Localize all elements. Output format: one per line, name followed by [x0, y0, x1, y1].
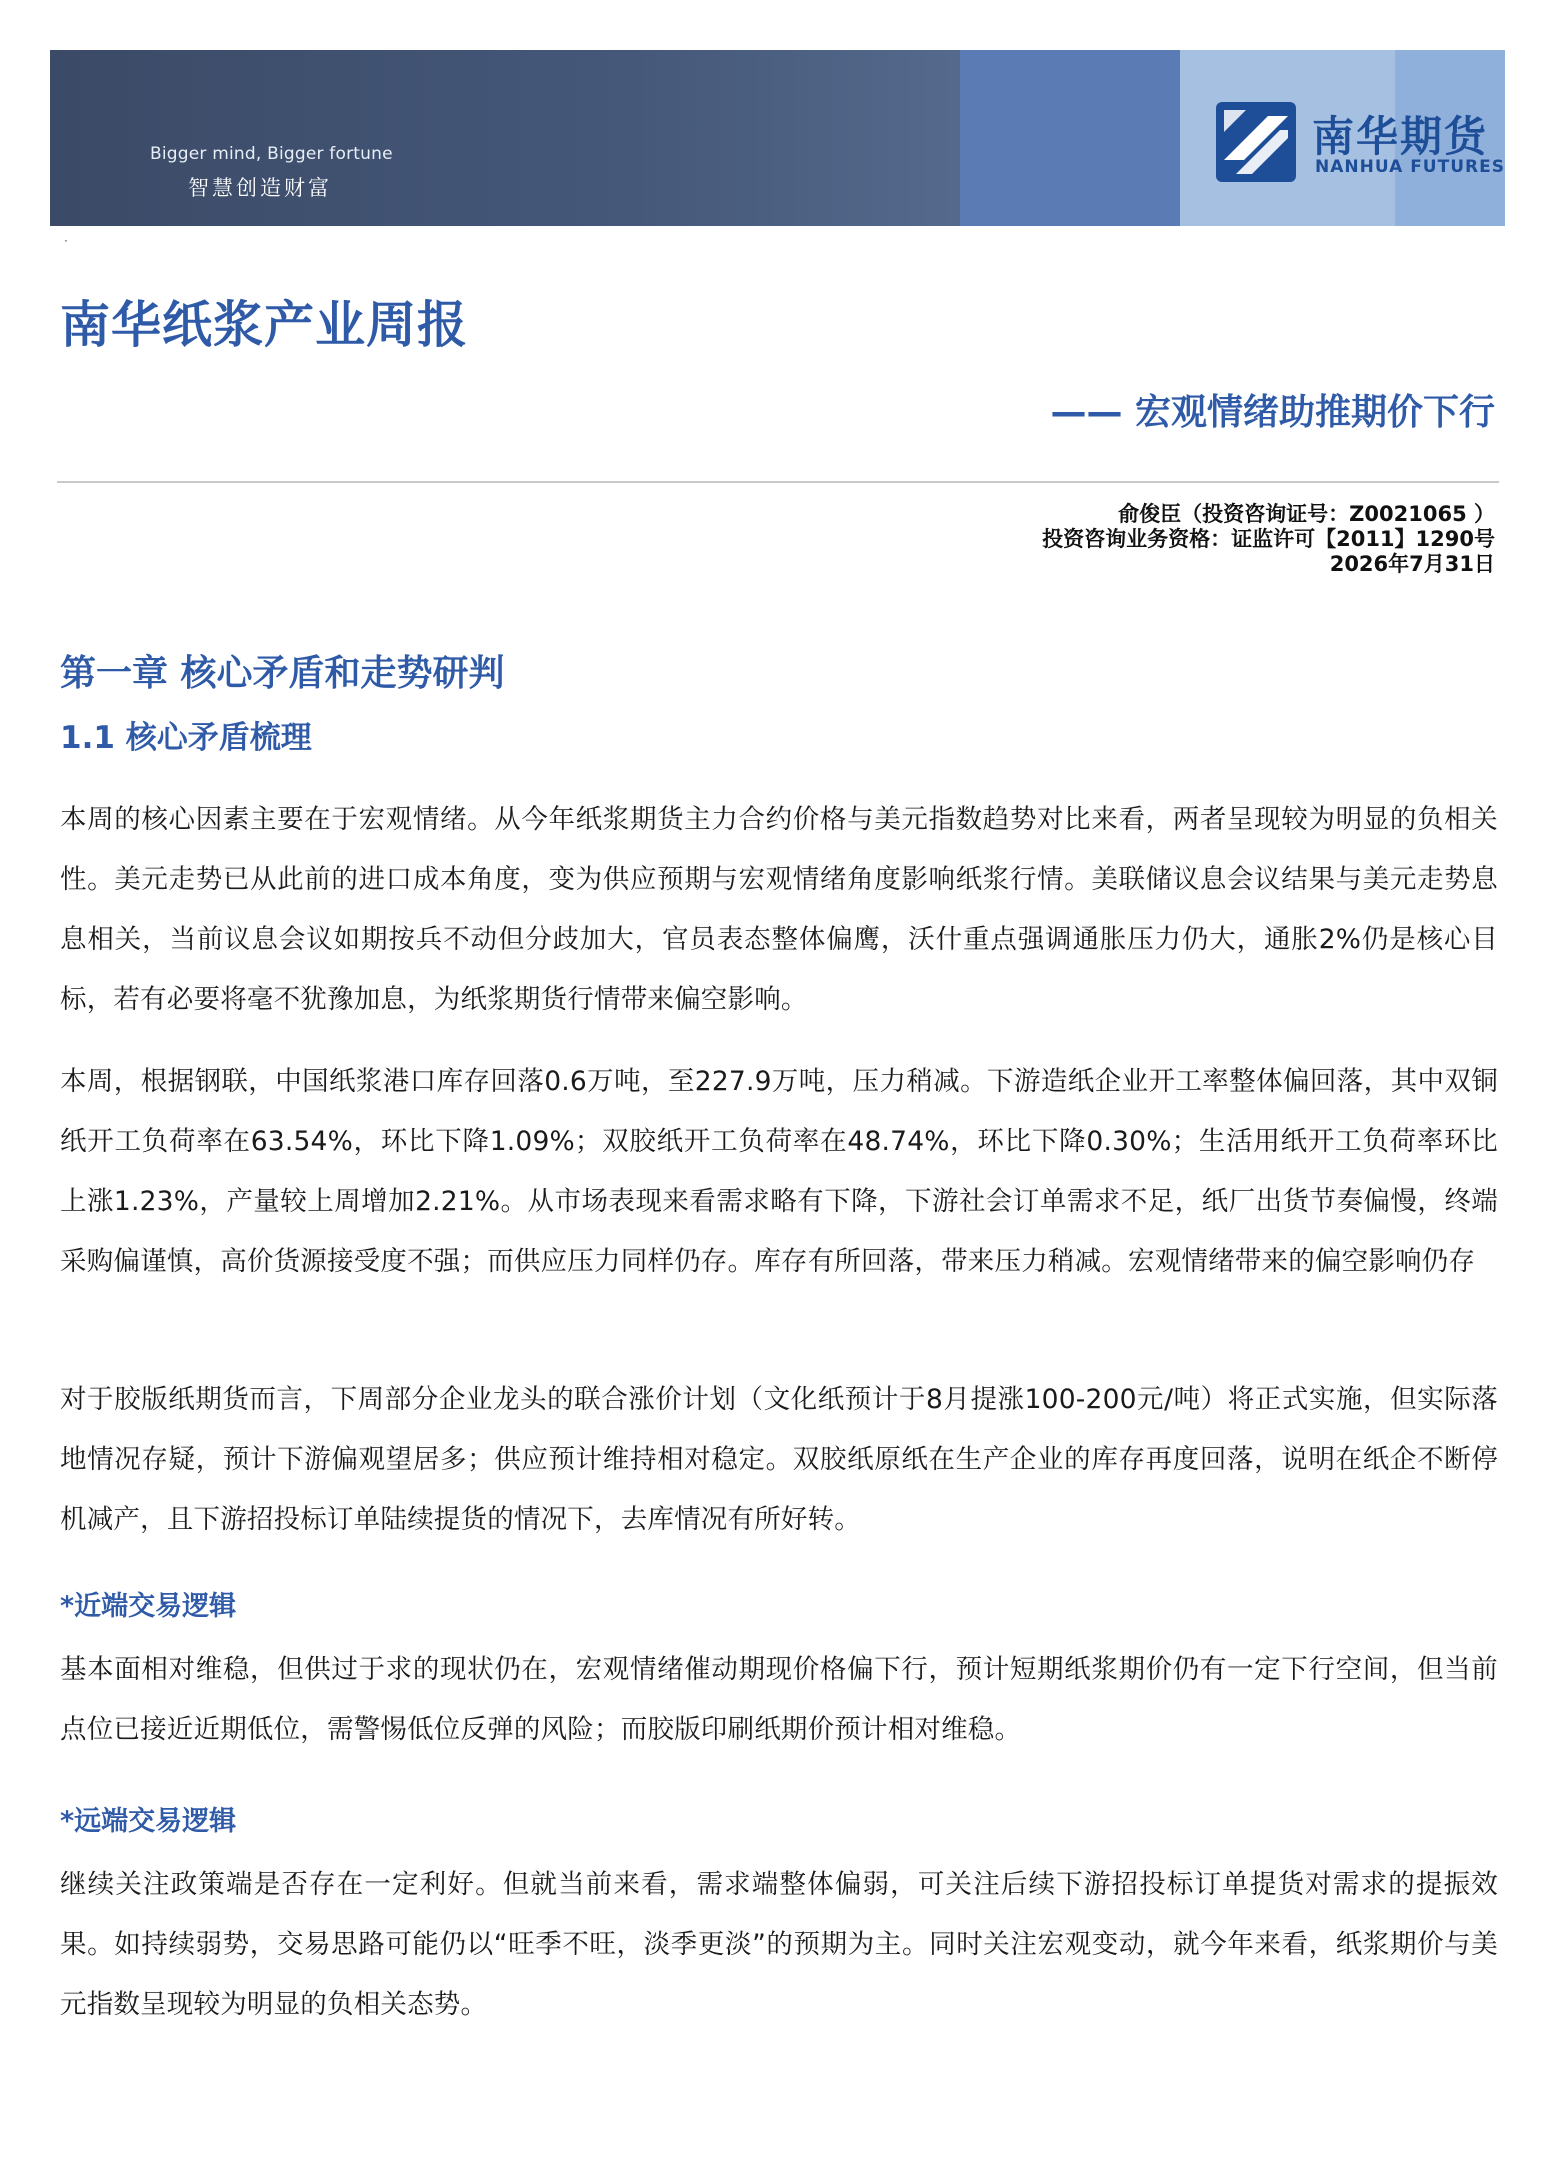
- report-date: 2026年7月31日: [1329, 552, 1495, 576]
- near-logic-text: 基本面相对维稳，但供过于求的现状仍在，宏观情绪催动期现价格偏下行，预计短期纸浆期价仍有一定下行空间，但当前点位已接近近期低位，需警惕低位反弹的风险；而胶版印刷纸期价预计相对维稳。: [60, 1654, 1498, 1745]
- chapter-heading: 第一章 核心矛盾和走势研判: [60, 653, 505, 694]
- license-line: 投资咨询业务资格：证监许可【2011】1290号: [1042, 527, 1495, 551]
- paragraph-inventory: 本周，根据钢联，中国纸浆港口库存回落0.6万吨，至227.9万吨，压力稍减。下游造纸企业开工率整体偏回落，其中双铜纸开工负荷率在63.54%，环比下降1.09%；双胶纸开工负荷率在48.74%，环比下降0.30%；生活用纸开工负荷率环比上涨1.23%，产量较上周增加2.21%。从市场表现来看需求略有下降，下游社会订单需求不足，纸厂出货节奏偏慢，终端采购偏谨慎，高价货源接受度不强；而供应压力同样仍存。库存有所回落，带来压力稍减。宏观情绪带来的偏空影响仍存: [60, 1066, 1498, 1277]
- author-meta: [1042, 502, 1495, 577]
- far-logic-heading: *远端交易逻辑: [60, 1806, 237, 1837]
- divider: [57, 481, 1499, 483]
- near-logic-heading: *近端交易逻辑: [60, 1591, 237, 1622]
- report-subtitle: —— 宏观情绪助推期价下行: [1050, 392, 1495, 433]
- author-line: 俞俊臣（投资咨询证号：Z0021065 ）: [1118, 502, 1495, 526]
- report-title: 南华纸浆产业周报: [60, 296, 468, 354]
- header-banner: [50, 50, 1505, 226]
- section-heading: 1.1 核心矛盾梳理: [60, 720, 312, 756]
- far-logic-text: 继续关注政策端是否存在一定利好。但就当前来看，需求端整体偏弱，可关注后续下游招投标订单提货对需求的提振效果。如持续弱势，交易思路可能仍以“旺季不旺，淡季更淡”的预期为主。同时关注宏观变动，就今年来看，纸浆期价与美元指数呈现较为明显的负相关态势。: [60, 1869, 1498, 2020]
- slogan-chinese: 智慧创造财富: [188, 176, 332, 200]
- brand-name-english: NANHUA FUTURES: [1315, 157, 1505, 177]
- brand-name-chinese: 南华期货: [1312, 112, 1489, 161]
- slogan-english: Bigger mind, Bigger fortune: [150, 144, 393, 164]
- paragraph-macro: 本周的核心因素主要在于宏观情绪。从今年纸浆期货主力合约价格与美元指数趋势对比来看，两者呈现较为明显的负相关性。美元走势已从此前的进口成本角度，变为供应预期与宏观情绪角度影响纸浆行情。美联储议息会议结果与美元走势息息相关，当前议息会议如期按兵不动但分歧加大，官员表态整体偏鹰，沃什重点强调通胀压力仍大，通胀2%仍是核心目标，若有必要将毫不犹豫加息，为纸浆期货行情带来偏空影响。: [60, 804, 1498, 1015]
- paragraph-offset-paper: 对于胶版纸期货而言，下周部分企业龙头的联合涨价计划（文化纸预计于8月提涨100-200元/吨）将正式实施，但实际落地情况存疑，预计下游偏观望居多；供应预计维持相对稳定。双胶纸原纸在生产企业的库存再度回落，说明在纸企不断停机减产，且下游招投标订单陆续提货的情况下，去库情况有所好转。: [60, 1384, 1498, 1535]
- nanhua-logo-icon: [1216, 102, 1296, 182]
- page-marker: ·: [64, 234, 68, 248]
